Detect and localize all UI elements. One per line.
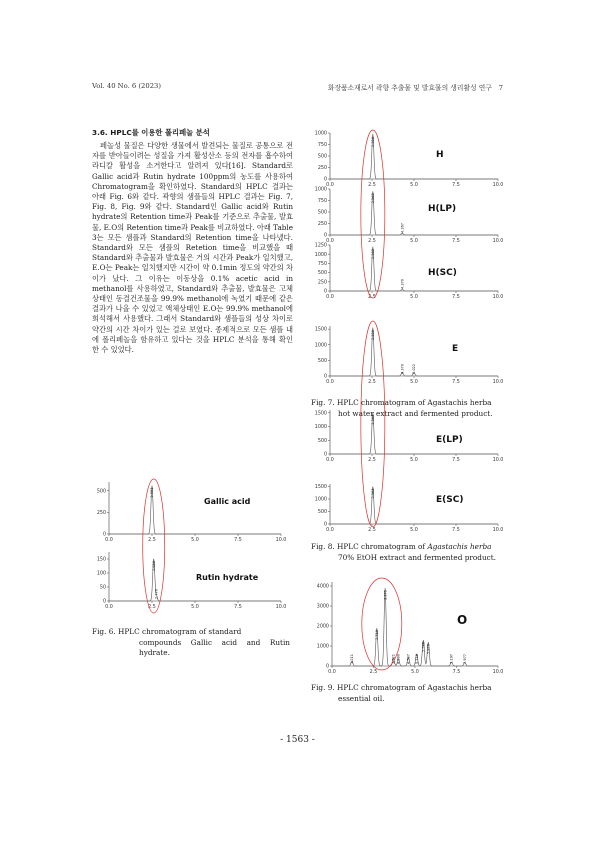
series-label: O <box>457 613 468 627</box>
x-tick-label: 5.0 <box>410 183 418 188</box>
chart-panel-1 <box>97 552 287 610</box>
x-tick-label: 2.5 <box>148 605 156 610</box>
y-tick-label: 0 <box>323 374 327 380</box>
y-tick-label: 250 <box>317 222 327 228</box>
y-tick-label: 1500 <box>314 327 327 333</box>
y-tick-label: 1000 <box>314 187 327 193</box>
x-tick-label: 0.0 <box>105 538 113 543</box>
x-tick-label: 5.0 <box>410 528 418 533</box>
chart-panel-0 <box>97 482 287 543</box>
x-tick-label: 10.0 <box>275 605 287 610</box>
axis-frame <box>330 245 498 291</box>
peak-rt-label: 2.710 <box>375 629 380 640</box>
x-tick-label: 7.5 <box>234 605 242 610</box>
chart-panel-4 <box>315 243 504 300</box>
y-tick-label: 500 <box>317 154 327 160</box>
peak-rt-label: 2.563 <box>371 488 376 499</box>
peak-rt-label: 2.563 <box>371 248 376 259</box>
peak-rt-label: 5.022 <box>412 363 417 374</box>
fig8-caption-head-italic: Agastachis herba <box>427 542 492 551</box>
series-label: Rutin hydrate <box>196 573 259 582</box>
y-tick-label: 1000 <box>316 644 329 650</box>
x-tick-label: 7.5 <box>452 528 460 533</box>
x-tick-label: 10.0 <box>492 239 504 244</box>
fig6-caption <box>92 627 290 659</box>
peak-rt-label: 2.630 <box>151 560 156 571</box>
fig9-caption <box>311 683 507 704</box>
y-tick-label: 100 <box>96 571 106 577</box>
x-tick-label: 0.0 <box>326 295 334 300</box>
y-tick-label: 500 <box>96 489 106 495</box>
peak-rt-label: 2.563 <box>371 414 376 425</box>
peak-rt-label: 4.367 <box>400 222 405 233</box>
trace-line <box>330 191 498 235</box>
series-label: H(LP) <box>428 204 457 214</box>
peak-rt-label: 2.563 <box>371 193 376 204</box>
trace-line <box>330 413 498 454</box>
x-tick-label: 5.0 <box>191 605 199 610</box>
trace-line <box>109 485 281 534</box>
peak-rt-label: 5.876 <box>426 643 431 654</box>
y-tick-label: 0 <box>323 522 327 528</box>
fig6-chromatogram <box>92 476 287 618</box>
peak-rt-label: 3.175 <box>383 589 388 600</box>
highlight-ellipse <box>361 130 385 298</box>
y-tick-label: 750 <box>317 199 327 205</box>
fig9-caption-rest: essential oil. <box>338 693 385 703</box>
x-tick-label: 2.5 <box>368 528 376 533</box>
highlight-ellipse <box>362 578 402 670</box>
chart-panel-2 <box>315 131 504 188</box>
peak-rt-label: 7.977 <box>463 653 467 664</box>
y-tick-label: 750 <box>317 143 327 149</box>
y-tick-label: 1000 <box>314 131 327 137</box>
running-header-volume: Vol. 40 No. 6 (2023) <box>92 82 162 90</box>
x-tick-label: 10.0 <box>275 538 287 543</box>
y-tick-label: 0 <box>323 289 327 295</box>
fig6-caption-head: Fig. 6. HPLC chromatogram of standard <box>92 627 242 636</box>
y-tick-label: 1000 <box>314 497 327 503</box>
axis-frame <box>330 133 498 179</box>
fig8-figure <box>312 318 504 538</box>
x-tick-label: 7.5 <box>452 458 460 463</box>
peak-rt-label: 4.370 <box>400 363 405 374</box>
y-tick-label: 0 <box>323 452 327 458</box>
x-tick-label: 2.5 <box>368 295 376 300</box>
y-tick-label: 500 <box>317 438 327 444</box>
x-tick-label: 5.0 <box>411 670 419 675</box>
chart-panel-6 <box>315 410 504 463</box>
series-label: H(SC) <box>428 268 457 278</box>
peak-rt-label: 4.370 <box>400 278 405 289</box>
y-tick-label: 250 <box>96 510 106 516</box>
trace-line <box>330 487 498 525</box>
y-tick-label: 0 <box>325 664 329 670</box>
fig6-figure <box>92 476 287 618</box>
y-tick-label: 500 <box>317 358 327 364</box>
series-label: E(LP) <box>436 435 463 445</box>
x-tick-label: 0.0 <box>328 670 336 675</box>
fig8-caption <box>311 542 507 563</box>
series-label: H <box>436 150 444 160</box>
axis-frame <box>330 484 498 524</box>
x-tick-label: 2.5 <box>148 538 156 543</box>
peak-rt-label: 1.211 <box>350 653 355 664</box>
x-tick-label: 5.0 <box>191 538 199 543</box>
x-tick-label: 7.5 <box>452 239 460 244</box>
x-tick-label: 0.0 <box>326 380 334 385</box>
x-tick-label: 7.5 <box>452 670 461 675</box>
peak-rt-label: 5.588 <box>421 641 426 652</box>
peak-rt-label: 2.770 <box>154 588 159 599</box>
x-tick-label: 0.0 <box>326 239 334 244</box>
y-tick-label: 4000 <box>316 584 329 590</box>
x-tick-label: 0.0 <box>326 183 334 188</box>
fig7-caption-rest: hot water extract and fermented product. <box>338 408 493 418</box>
x-tick-label: 10.0 <box>492 380 504 385</box>
trace-line <box>330 247 498 291</box>
x-tick-label: 2.5 <box>368 380 376 385</box>
y-tick-label: 750 <box>317 262 327 267</box>
x-tick-label: 2.5 <box>368 183 376 188</box>
axis-frame <box>330 410 498 454</box>
y-tick-label: 2000 <box>316 624 329 630</box>
x-tick-label: 2.5 <box>369 670 378 675</box>
fig9-caption-head: Fig. 9. HPLC chromatogram of Agastachis herba <box>311 683 492 692</box>
peak-rt-label: 4.090 <box>396 653 401 664</box>
trace-line <box>330 134 498 179</box>
fig8-caption-head-pre: Fig. 8. HPLC chromatogram of <box>311 542 428 551</box>
y-tick-label: 1500 <box>314 411 327 417</box>
y-tick-label: 1000 <box>314 343 327 349</box>
y-tick-label: 0 <box>323 177 327 183</box>
peak-rt-label: 4.587 <box>406 653 411 664</box>
y-tick-label: 250 <box>317 280 327 286</box>
y-tick-label: 1500 <box>314 485 327 491</box>
peak-rt-label: 2.551 <box>150 487 155 498</box>
x-tick-label: 7.5 <box>452 183 460 188</box>
x-tick-label: 10.0 <box>492 183 504 188</box>
section-title: 3.6. HPLC를 이용한 폴리페놀 분석 <box>92 128 210 137</box>
fig9-chromatogram <box>312 576 504 680</box>
series-label: E(SC) <box>436 495 464 505</box>
page-number: - 1563 - <box>280 735 315 745</box>
y-tick-label: 500 <box>317 510 327 516</box>
chart-panel-7 <box>315 484 504 533</box>
x-tick-label: 7.5 <box>452 295 460 300</box>
fig8-caption-rest: 70% EtOH extract and fermented product. <box>338 552 496 562</box>
y-tick-label: 1000 <box>314 425 327 431</box>
series-label: E <box>452 344 459 354</box>
peak-rt-label: 2.556 <box>371 136 376 147</box>
peak-rt-label: 2.550 <box>371 329 376 340</box>
x-tick-label: 7.5 <box>452 380 460 385</box>
y-tick-label: 3000 <box>316 604 329 610</box>
x-tick-label: 7.5 <box>234 538 242 543</box>
fig8-chromatogram <box>312 318 504 538</box>
y-tick-label: 0 <box>323 233 327 239</box>
chart-panel-5 <box>315 326 504 385</box>
y-tick-label: 250 <box>317 166 327 172</box>
peak-rt-label: 3.721 <box>391 653 396 664</box>
x-tick-label: 0.0 <box>326 458 334 463</box>
y-tick-label: 150 <box>96 557 106 563</box>
y-tick-label: 1000 <box>314 252 327 258</box>
x-tick-label: 5.0 <box>410 295 418 300</box>
axis-frame <box>109 482 281 534</box>
x-tick-label: 2.5 <box>368 239 376 244</box>
fig7-caption-head: Fig. 7. HPLC chromatogram of Agastachis herba <box>311 398 492 407</box>
x-tick-label: 0.0 <box>105 605 113 610</box>
axis-frame <box>330 189 498 235</box>
x-tick-label: 5.0 <box>410 380 418 385</box>
x-tick-label: 5.0 <box>410 239 418 244</box>
y-tick-label: 1250 <box>314 243 327 249</box>
x-tick-label: 2.5 <box>368 458 376 463</box>
chart-panel-8 <box>317 582 504 675</box>
x-tick-label: 10.0 <box>492 670 504 675</box>
series-label: Gallic acid <box>204 497 251 506</box>
body-paragraph: 페놀성 물질은 다양한 생물에서 발견되는 물질로 공통으로 전자를 받아들이려는 성질을 가져 활성산소 등의 전자를 흡수하여 라디칼 활성을 소거한다고 알려져 있다[16]. Standard로 Gallic acid과 Rutin hydrate 100ppm의 농도를 사용하여 Chromatogram을 확인하였다. Standard의 HPLC 결과는 아래 Fig. 6와 같다. 곽향의 샘플들의 HPLC 결과는 Fig. 7, Fig. 8, Fig. 9와 같다. Standard인 Gallic acid와 Rutin hydrate의 Retention time과 Peak를 기준으로 추출물, 발효물, E.O의 Retention time과 Peak를 비교하였다. 아래 Table 3는 모든 샘플과 Standard의 Retention time을 나타냈다. Standard와 모든 샘플의 Retetion time을 비교했을 때 Standard와 추출물과 발효물은 거의 시간과 Peak가 일치했고, E.O는 Peak는 일치했지만 시간이 약 0.1min 정도의 약간의 차이가 났다. 그 이유는 이동상을 0.1% acetic acid in methanol를 사용하였고, Standard와 추출물, 발효물은 고체상태인 동결건조물을 99.9% methanol에 녹였기 때문에 같은 결과가 나올 수 있었고 액체상태인 E.O는 99.9% methanol에 희석해서 사용했다. 그래서 Standard와 샘플들의 성상 차이로 약간의 시간 차이가 있는 걸로 보였다. 종제적으로 모든 샘플 내에 폴리페놀을 함유하고 있다는 것을 HPLC 분석을 통해 확인한 수 있었다. <box>92 141 294 355</box>
y-tick-label: 50 <box>99 585 106 591</box>
x-tick-label: 10.0 <box>492 458 504 463</box>
x-tick-label: 10.0 <box>492 295 504 300</box>
x-tick-label: 10.0 <box>492 528 504 533</box>
y-tick-label: 500 <box>317 271 327 277</box>
y-tick-label: 0 <box>102 532 106 538</box>
axis-frame <box>332 582 498 666</box>
x-tick-label: 0.0 <box>326 528 334 533</box>
fig9-figure <box>312 576 504 680</box>
running-header-title: 화장품소재로서 곽향 추출물 및 발효물의 생리활성 연구 7 <box>327 84 503 92</box>
chart-panel-3 <box>315 187 504 244</box>
x-tick-label: 5.0 <box>410 458 418 463</box>
fig6-caption-rest: compounds Gallic acid and Rutin hydrate. <box>139 637 290 658</box>
peak-rt-label: 5.116 <box>414 653 419 664</box>
peak-rt-label: 7.197 <box>449 653 454 664</box>
y-tick-label: 500 <box>317 210 327 216</box>
y-tick-label: 0 <box>102 599 106 605</box>
